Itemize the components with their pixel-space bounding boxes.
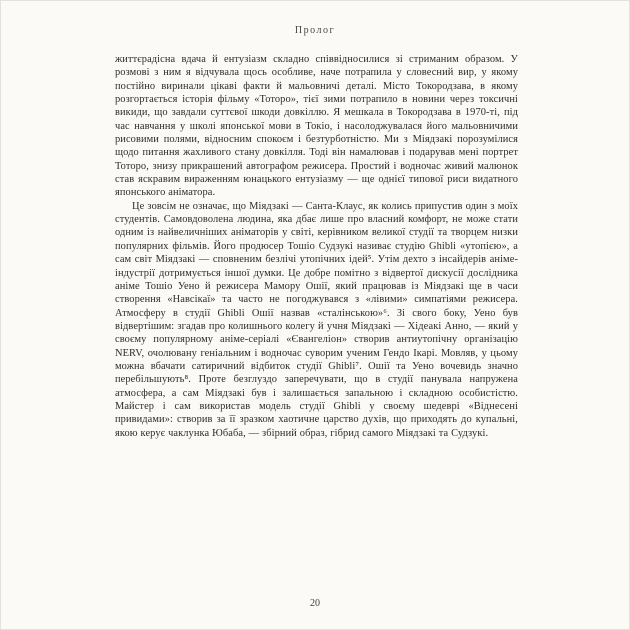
paragraph-continuation: життєрадісна вдача й ентузіазм складно співвідносилися зі стриманим образом. У розмові з ним я відчувала щось особливе, наче потрапила у словесний вир, у якому постійно виринали цікаві факти й мальовничі деталі. Місто Токородзава, в якому розгортається історія фільму «Тоторо», тієї зими потрапило в новини через токсичні викиди, що завдали суттєвої шкоди довкіллю. Я мешкала в Токородзава в 1970-ті, під час навчання у школі японської мови в Токіо, і насолоджувалася його мальовничими рисовими полями, відносним спокоєм і безтурботністю. Ми з Міядзакі порозумілися щодо питання жахливого стану довкілля. Тоді він намалював і подарував мені портрет Тоторо, знизу прикрашений автографом режисера. Простий і водночас живий малюнок став яскравим вираженням юнацького ентузіазму — ще однієї типової риси видатного японського аніматора. xyxy=(115,54,518,199)
running-header: Пролог xyxy=(294,25,336,36)
text-block xyxy=(115,53,518,440)
page-number: 20 xyxy=(310,598,320,609)
paragraph: Це зовсім не означає, що Міядзакі — Санта-Клаус, як колись припустив один з моїх студентів. Самовдоволена людина, яка дбає лише про власний комфорт, не може стати одним із найвеличніших аніматорів у світі, керівником великої студії та творцем низки популярних фільмів. Його продюсер Тошіо Судзукі називає студію Ghibli «утопією», а сам світ Міядзакі — сповненим безлічі утопічних ідей⁵. Утім дехто з інсайдерів аніме-індустрії дотримується іншої думки. Це добре помітно з відвертої дискусії дослідника аніме Тошіо Уено й режисера Мамору Ошії, який працював із Міядзакі ще в часи створення «Навсікаї» та часто не погоджувався з «лівими» симпатіями режисера. Атмосферу в студії Ghibli Ошії назвав «сталінською»⁶. Зі свого боку, Уено був відвертішим: згадав про колишнього колегу й учня Міядзакі — Хідеакі Анно, — який у своєму популярному аніме-серіалі «Євангеліон» створив антиутопічну організацію NERV, очолювану геніальним і водночас суворим ученим Гендо Ікарі. Мовляв, у цьому можна вбачати сатиричний відбиток студії Ghibli⁷. Ошії та Уено вочевидь значно перебільшують⁸. Проте безглуздо заперечувати, що в студії панувала напружена атмосфера, а сам Міядзакі був і залишається запальною і складною особистістю. Майстер і сам використав модель студії Ghibli у своєму шедеврі «Віднесені привидами»: створив за її зразком хаотичне царство духів, що приходять до купальні, якою керує чаклунка Юбаба, — збірний образ, гібрид самого Міядзакі та Судзукі. xyxy=(115,200,518,439)
